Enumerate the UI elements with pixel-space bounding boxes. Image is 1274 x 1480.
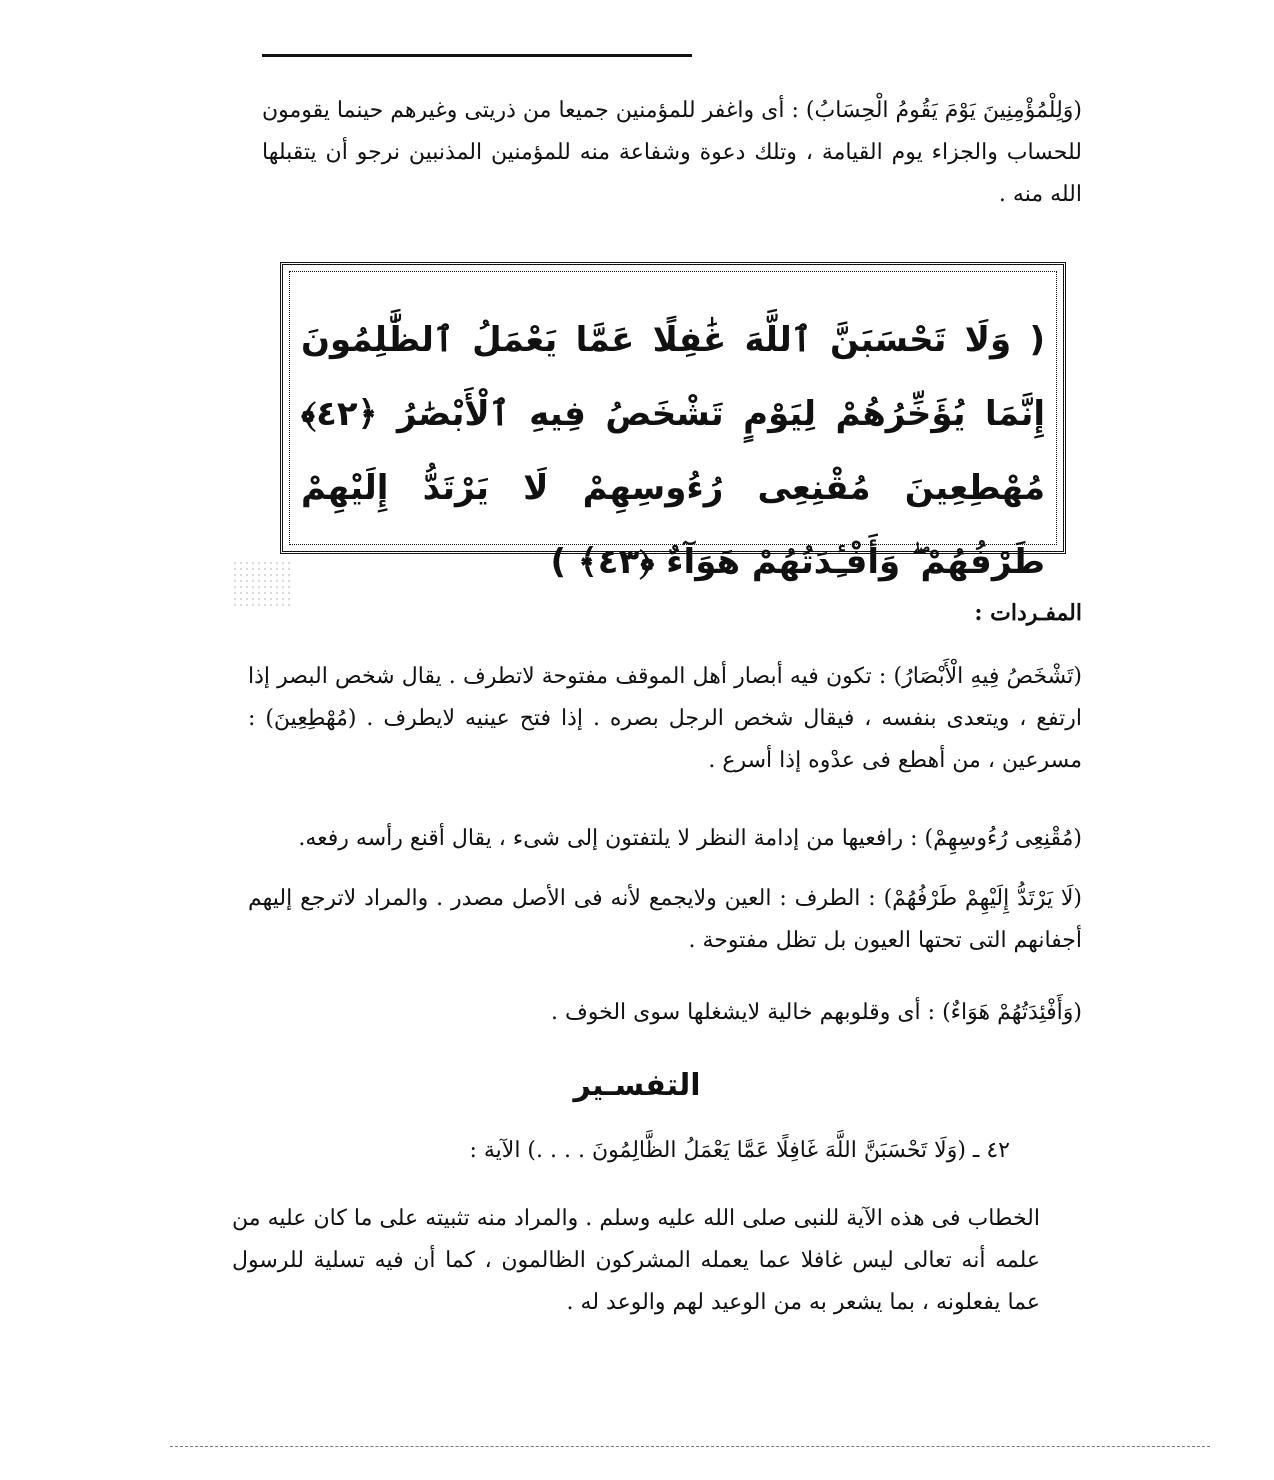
mufradat-entry [248,656,1082,782]
mufradat-heading: المفـردات : [974,600,1082,626]
tafsir-paragraph: الخطاب فى هذه الآية للنبى صلى الله عليه وسلم . والمراد منه تثبيته على ما كان عليه من علمه أنه تعالى ليس غافلا عما يعمله المشركون الظالمون ، كما أن فيه تسلية للرسول عما يفعلونه ، بما يشعر به من الوعيد لهم والوعد له . [232,1206,1040,1315]
intro-text: : أى واغفر للمؤمنين جميعا من ذريتى وغيرهم حينما يقومون للحساب والجزاء يوم القيامة ، وتلك دعوة وشفاعة منه للمؤمنين المذنبين نرجو أن يتقبلها الله منه . [262,98,1082,207]
mufradat-entry [248,878,1082,962]
mufradat-definition: : رافعيها من إدامة النظر لا يلتفتون إلى شىء ، يقال أقنع رأسه رفعه. [298,826,918,851]
intro-paragraph [262,90,1082,216]
mufradat-definition: : الطرف : العين ولايجمع لأنه فى الأصل مصدر . والمراد لاترجع إليهم أجفانهم التى تحتها العيون بل تظل مفتوحة . [248,886,1082,953]
mufradat-term: (لَا يَرْتَدُّ إِلَيْهِمْ طَرْفُهُمْ) [883,886,1082,911]
intro-quote: (وَلِلْمُؤْمِنِينَ يَوْمَ يَقُومُ الْحِسَابُ) [805,98,1082,123]
scan-noise [232,560,292,610]
bottom-rule [170,1446,1210,1447]
tafsir-heading: التفسـير [573,1068,701,1103]
mufradat-term: (وَأَفْئِدَتُهُمْ هَوَاءٌ) [942,1000,1082,1025]
tafsir-verse-reference: ٤٢ ـ (وَلَا تَحْسَبَنَّ اللَّهَ غَافِلًا عَمَّا يَعْمَلُ الظَّالِمُونَ . . . .) الآية : [469,1138,1010,1163]
mufradat-definition: : أى وقلوبهم خالية لايشغلها سوى الخوف . [550,1000,936,1025]
mufradat-term: (تَشْخَصُ فِيهِ الْأَبْصَارُ) [893,664,1082,689]
verse-text: ( وَلَا تَحْسَبَنَّ ٱللَّهَ غَٰفِلًا عَمَّا يَعْمَلُ ٱلظَّٰلِمُونَ إِنَّمَا يُؤَخِّرُهُمْ لِيَوْمٍ تَشْخَصُ فِيهِ ٱلْأَبْصَٰرُ ﴿٤٢﴾ مُهْطِعِينَ مُقْنِعِى رُءُوسِهِمْ لَا يَرْتَدُّ إِلَيْهِمْ طَرْفُهُمْ ۖ وَأَفْـِٔدَتُهُمْ هَوَآءٌ ﴿٤٣﴾ ) [301,320,1045,582]
mufradat-entry [248,992,1082,1034]
verse-frame [280,262,1066,582]
mufradat-term: (مُقْنِعِى رُءُوسِهِمْ) [924,826,1082,851]
mufradat-definition: : تكون فيه أبصار أهل الموقف مفتوحة لاتطرف . يقال شخص البصر إذا ارتفع ، ويتعدى بنفسه ، فيقال شخص الرجل بصره . إذا فتح عينيه لايطرف . (مُهْطِعِينَ) : مسرعين ، من أهطع فى عدْوه إذا أسرع . [248,664,1082,773]
mufradat-entry [248,818,1082,860]
top-rule [262,54,692,57]
